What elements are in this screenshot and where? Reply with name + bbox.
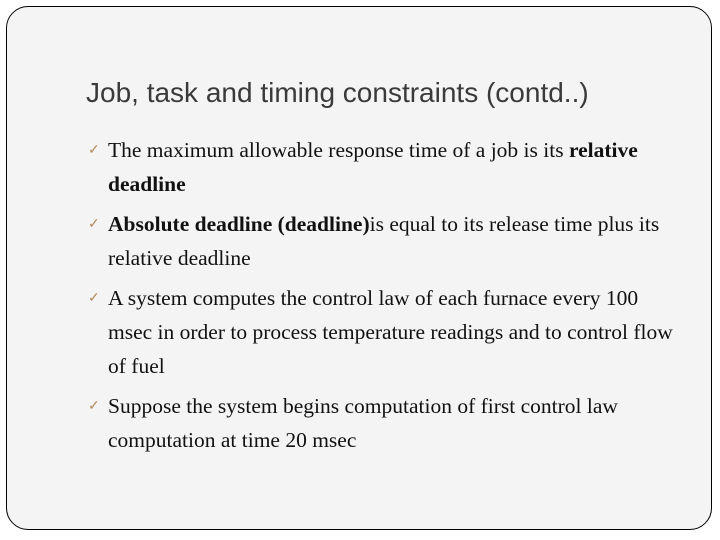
bullet-bold-text: Absolute deadline (deadline)	[108, 212, 370, 236]
bullet-text-after: is equal to its release time plus its relative deadline	[108, 212, 660, 270]
slide-title: Job, task and timing constraints (contd..)	[86, 77, 589, 108]
bullet-marker-icon: ✓	[88, 217, 100, 232]
bullet-text: Suppose the system begins computation of first control law computation at time 20 msec	[108, 394, 618, 452]
bullet-item	[86, 389, 686, 457]
bullet-text: The maximum allowable response time of a job is its	[108, 138, 569, 162]
bullet-bold-text: relative deadline	[108, 138, 638, 196]
bullet-marker-icon: ✓	[88, 399, 100, 414]
bullet-item	[86, 207, 686, 275]
bullet-item	[86, 281, 686, 383]
bullet-marker-icon: ✓	[88, 291, 100, 306]
bullet-text: A system computes the control law of each furnace every 100 msec in order to process temperature readings and to control flow of fuel	[108, 286, 673, 378]
bullet-list	[86, 133, 686, 463]
bullet-marker-icon: ✓	[88, 143, 100, 158]
slide	[6, 6, 712, 530]
bullet-item	[86, 133, 686, 201]
